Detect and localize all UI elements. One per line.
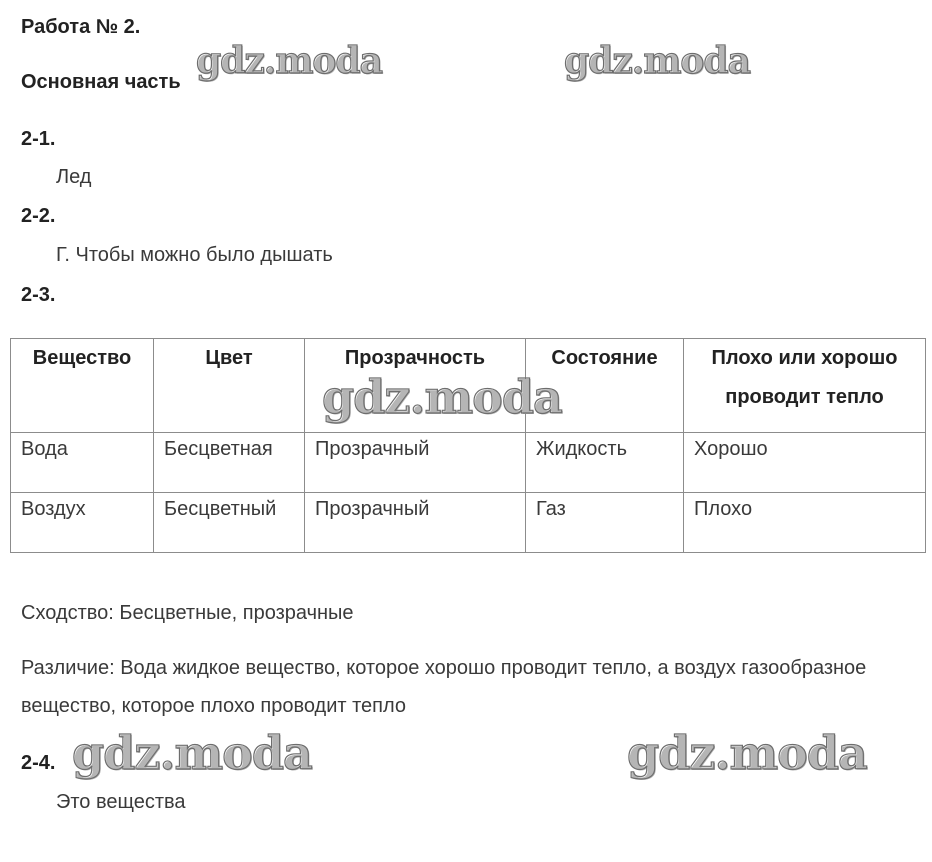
table-cell: Бесцветная [154, 433, 305, 493]
table-row [11, 493, 926, 553]
table-cell: Плохо [684, 493, 926, 553]
table-cell: Хорошо [684, 433, 926, 493]
watermark-text: gdz.moda [627, 726, 867, 780]
task-number-2-2: 2-2. [21, 205, 56, 227]
table-cell: Прозрачный [305, 433, 526, 493]
similarity-text: Сходство: Бесцветные, прозрачные [21, 602, 354, 624]
table-header-cell: Состояние [526, 339, 684, 433]
task-answer-2-1: Лед [56, 166, 92, 188]
table-cell: Прозрачный [305, 493, 526, 553]
table-cell: Газ [526, 493, 684, 553]
table-cell: Воздух [11, 493, 154, 553]
task-answer-2-2: Г. Чтобы можно было дышать [56, 244, 333, 266]
task-number-2-1: 2-1. [21, 128, 56, 150]
table-cell: Жидкость [526, 433, 684, 493]
section-title: Основная часть [21, 71, 181, 93]
table-row [11, 433, 926, 493]
watermark-text: gdz.moda [196, 40, 382, 82]
table-cell: Вода [11, 433, 154, 493]
watermark-text: gdz.moda [322, 370, 562, 424]
table-header-cell: Прозрачность [305, 339, 526, 433]
table-header-cell: Цвет [154, 339, 305, 433]
difference-text: Различие: Вода жидкое вещество, которое хорошо проводит тепло, а воздух газообразное вещество, которое плохо проводит тепло [21, 657, 867, 717]
work-title: Работа № 2. [21, 16, 141, 38]
task-number-2-4: 2-4. [21, 752, 56, 774]
watermark-text: gdz.moda [564, 40, 750, 82]
task-number-2-3: 2-3. [21, 284, 56, 306]
table-cell: Бесцветный [154, 493, 305, 553]
watermark-text: gdz.moda [72, 726, 312, 780]
table-header-cell: Вещество [11, 339, 154, 433]
table-header-cell: Плохо или хорошо проводит тепло [684, 339, 926, 433]
task-answer-2-4: Это вещества [56, 791, 186, 813]
